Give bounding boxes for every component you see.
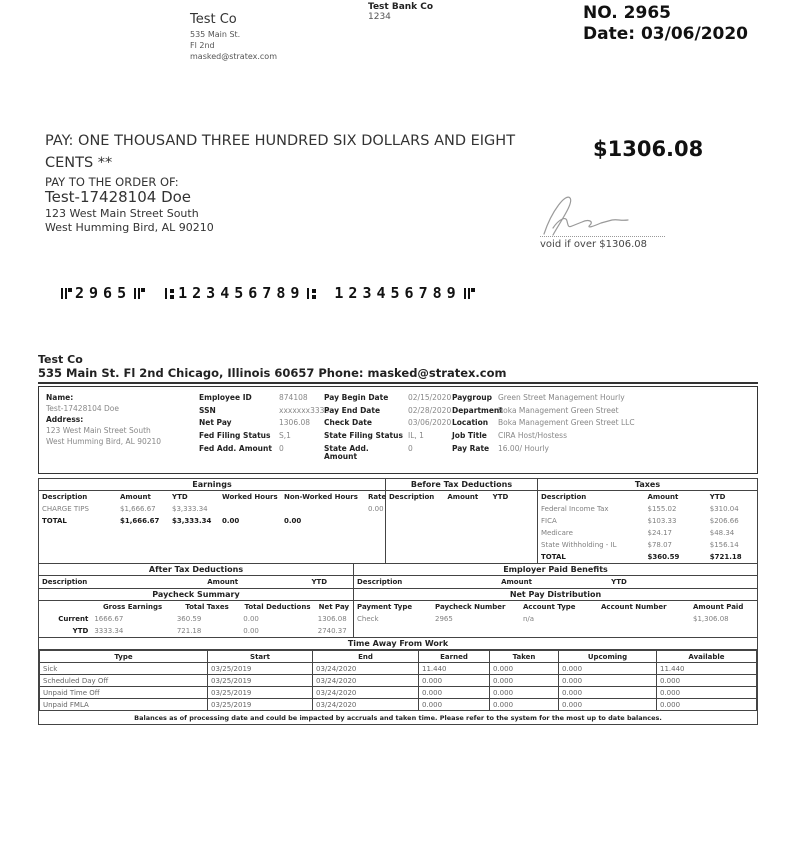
stub-company-address: 535 Main St. Fl 2nd Chicago, Illinois 60657 Phone: masked@stratex.com — [38, 366, 758, 384]
table-cell: 02/28/2020 — [408, 405, 452, 415]
table-cell: 0.000 — [419, 699, 490, 711]
column-header: YTD — [709, 493, 726, 501]
column-header: Upcoming — [559, 651, 657, 663]
time-away-header-row — [40, 651, 757, 663]
table-cell: Location — [452, 418, 489, 428]
table-cell: State Filing Status — [324, 430, 403, 440]
table-cell: 0.00 — [222, 517, 240, 525]
column-header: Payment Type — [357, 603, 413, 611]
table-cell: 0.00 — [284, 517, 302, 525]
micr-transit-icon — [307, 286, 317, 301]
pay-to-order-label: PAY TO THE ORDER OF: — [45, 175, 179, 189]
table-cell: State Add. Amount — [324, 443, 369, 462]
before-tax-title: Before Tax Deductions — [386, 479, 537, 491]
column-header: Taken — [490, 651, 559, 663]
column-header — [654, 576, 757, 588]
payee-address-line2: West Humming Bird, AL 90210 — [45, 220, 214, 234]
table-row — [40, 687, 757, 699]
paycheck-summary-header-row — [39, 601, 353, 613]
paycheck-summary-title: Paycheck Summary — [39, 588, 353, 601]
table-cell: IL, 1 — [408, 430, 424, 440]
company-block — [190, 12, 277, 62]
bank-block — [368, 2, 433, 22]
taxes-header-row — [538, 491, 757, 503]
table-row — [354, 613, 757, 625]
signature-line — [540, 236, 665, 237]
table-cell: Scheduled Day Off — [40, 675, 208, 687]
table-cell: $103.33 — [647, 517, 677, 525]
table-cell: $1,306.08 — [693, 615, 729, 623]
column-header: Description — [541, 493, 587, 501]
table-cell: 0.00 — [368, 505, 384, 513]
employee-address-line2: West Humming Bird, AL 90210 — [46, 436, 162, 446]
bank-number: 1234 — [368, 12, 391, 22]
pay-amount-numeric: $1306.08 — [593, 137, 704, 161]
table-cell: $48.34 — [709, 529, 735, 537]
employee-address-label: Address: — [46, 414, 84, 424]
column-header: Amount — [207, 578, 239, 586]
table-cell — [598, 613, 690, 625]
check-number: NO. 2965 — [583, 3, 671, 23]
table-cell: $206.66 — [709, 517, 739, 525]
employer-benefits-title: Employer Paid Benefits — [354, 564, 757, 576]
column-header: Type — [40, 651, 208, 663]
table-cell: 03/24/2020 — [313, 663, 419, 675]
after-tax-title: After Tax Deductions — [39, 564, 353, 576]
pay-amount-words: PAY: ONE THOUSAND THREE HUNDRED SIX DOLLARS AND EIGHT CENTS ** — [45, 133, 516, 171]
employee-name-address — [39, 387, 197, 473]
time-away-section — [38, 638, 758, 725]
column-header: YTD — [172, 493, 188, 501]
table-cell: Pay Begin Date — [324, 393, 389, 402]
table-cell: State Withholding - IL — [541, 541, 617, 549]
table-cell: 0.000 — [419, 675, 490, 687]
earnings-tax-row — [38, 478, 758, 564]
table-cell: $155.02 — [647, 505, 677, 513]
table-cell: $1,666.67 — [120, 517, 160, 525]
table-cell: 0.000 — [657, 699, 757, 711]
table-cell: 1306.08 — [279, 418, 311, 428]
employee-name-label: Name: — [46, 393, 74, 402]
table-cell: $3,333.34 — [172, 517, 212, 525]
employee-info-grid — [197, 387, 757, 473]
table-cell: Check Date — [324, 418, 372, 428]
earnings-total-row — [39, 515, 385, 527]
earnings-title: Earnings — [39, 479, 385, 491]
table-cell: Job Title — [452, 430, 487, 440]
table-cell: 360.59 — [176, 615, 202, 623]
column-header: Amount — [501, 578, 532, 586]
column-header: Start — [208, 651, 313, 663]
after-tax-summary-column — [39, 564, 353, 637]
company-name: Test Co — [190, 12, 237, 27]
micr-routing-number: 123456789 — [178, 284, 305, 302]
table-cell: Pay End Date — [324, 405, 381, 415]
table-cell: Pay Rate — [452, 443, 490, 453]
table-cell: TOTAL — [541, 553, 566, 561]
summary-row — [38, 564, 758, 638]
table-cell: $721.18 — [709, 553, 742, 561]
column-header: Account Type — [523, 603, 576, 611]
stub-company-name: Test Co — [38, 353, 83, 366]
table-cell: YTD — [72, 627, 89, 635]
column-header: Amount — [120, 493, 151, 501]
column-header: Description — [357, 578, 403, 586]
column-header: Available — [657, 651, 757, 663]
table-cell: Fed Add. Amount — [199, 443, 272, 453]
table-cell: 11.440 — [657, 663, 757, 675]
table-cell — [365, 515, 385, 527]
table-cell: 0.000 — [559, 699, 657, 711]
table-cell: SSN — [199, 405, 216, 415]
table-cell: 0 — [279, 443, 284, 453]
column-header: YTD — [492, 493, 509, 501]
table-row — [40, 675, 757, 687]
table-cell: 03/24/2020 — [313, 687, 419, 699]
micr-onus-icon — [134, 286, 145, 301]
column-header: Rate — [368, 493, 387, 501]
company-address-line1: 535 Main St. — [190, 30, 241, 39]
after-tax-header-row — [39, 576, 353, 588]
table-cell: 0.000 — [559, 675, 657, 687]
table-cell: $3,333.34 — [172, 505, 208, 513]
table-cell: Net Pay — [199, 418, 232, 428]
table-cell: Green Street Management Hourly — [498, 393, 625, 402]
column-header: Non-Worked Hours — [284, 493, 358, 501]
table-row — [40, 699, 757, 711]
table-cell: FICA — [541, 517, 557, 525]
table-cell: Department — [452, 405, 503, 415]
net-pay-distribution-title: Net Pay Distribution — [354, 588, 757, 601]
table-cell: Check — [357, 615, 379, 623]
employer-benefits-header-row — [354, 576, 757, 588]
table-cell: 2965 — [435, 615, 453, 623]
table-cell: TOTAL — [42, 517, 67, 525]
column-header: Description — [42, 493, 88, 501]
column-header: Earned — [419, 651, 490, 663]
column-header: YTD — [311, 578, 328, 586]
benefits-distribution-column — [353, 564, 757, 637]
column-header: Description — [389, 493, 435, 501]
payee-name: Test-17428104 Doe — [45, 188, 192, 206]
table-row — [40, 663, 757, 675]
micr-account-number: 123456789 — [334, 284, 461, 302]
table-cell: 03/25/2019 — [208, 699, 313, 711]
table-cell: 03/25/2019 — [208, 687, 313, 699]
table-row — [39, 625, 353, 637]
time-away-title: Time Away From Work — [39, 638, 757, 650]
column-header: Net Pay — [318, 603, 350, 611]
check-number-block — [583, 3, 748, 46]
table-cell: Unpaid FMLA — [40, 699, 208, 711]
micr-onus-icon — [61, 286, 72, 301]
payee-address-line1: 123 West Main Street South — [45, 207, 199, 220]
table-cell — [219, 503, 281, 515]
table-cell: 0.000 — [490, 675, 559, 687]
table-cell: $310.04 — [709, 505, 739, 513]
earnings-header-row — [39, 491, 385, 503]
table-row — [538, 539, 757, 551]
payee-address — [45, 207, 214, 235]
column-header: Amount — [447, 493, 479, 501]
table-cell: Unpaid Time Off — [40, 687, 208, 699]
table-row — [538, 527, 757, 539]
column-header: Description — [42, 578, 88, 586]
table-row — [39, 613, 353, 625]
column-header: Worked Hours — [222, 493, 278, 501]
column-header: YTD — [611, 578, 627, 586]
table-cell: 03/24/2020 — [313, 675, 419, 687]
employee-info-box — [38, 386, 758, 474]
table-cell: Paygroup — [452, 393, 492, 402]
table-cell: Federal Income Tax — [541, 505, 609, 513]
bank-name: Test Bank Co — [368, 2, 434, 12]
column-header: Amount Paid — [693, 603, 744, 611]
table-cell: $24.17 — [647, 529, 672, 537]
table-cell — [281, 503, 365, 515]
pay-stub — [38, 353, 758, 725]
table-cell: 0.00 — [243, 615, 259, 623]
balances-footnote: Balances as of processing date and could be impacted by accruals and taken time. Please refer to the system for the most up to date balances. — [134, 713, 662, 722]
column-header: Gross Earnings — [102, 603, 163, 611]
company-email: masked@stratex.com — [190, 51, 277, 61]
table-cell: xxxxxxx3333 — [279, 405, 330, 415]
column-header: Account Number — [601, 603, 667, 611]
table-cell: 0 — [408, 443, 413, 453]
table-cell: $360.59 — [647, 553, 680, 561]
table-cell: CIRA Host/Hostess — [498, 430, 567, 440]
company-address-line2: Fl 2nd — [190, 40, 215, 50]
table-cell: 0.00 — [243, 627, 259, 635]
table-cell: 2740.37 — [317, 627, 347, 635]
taxes-total-row — [538, 551, 757, 563]
table-cell: Fed Filing Status — [199, 430, 271, 440]
column-header — [39, 601, 91, 613]
table-cell: CHARGE TIPS — [42, 505, 89, 513]
table-cell: 0.000 — [419, 687, 490, 699]
table-cell: 0.000 — [657, 675, 757, 687]
table-cell: Current — [58, 615, 89, 623]
table-cell: 03/25/2019 — [208, 675, 313, 687]
employee-name: Test-17428104 Doe — [46, 403, 120, 413]
employee-address-line1: 123 West Main Street South — [46, 425, 151, 435]
taxes-panel — [538, 478, 758, 564]
table-cell: S,1 — [279, 430, 291, 440]
void-text: void if over $1306.08 — [540, 239, 648, 250]
micr-line — [58, 284, 478, 302]
table-cell: 03/06/2020 — [408, 418, 452, 428]
net-pay-distribution-header-row — [354, 601, 757, 613]
column-header: Paycheck Number — [435, 603, 506, 611]
table-cell: Boka Management Green Street — [498, 405, 619, 415]
table-cell: 03/24/2020 — [313, 699, 419, 711]
table-cell: 16.00/ Hourly — [498, 443, 549, 453]
table-cell: Sick — [40, 663, 208, 675]
table-cell: 0.000 — [559, 663, 657, 675]
signature-image — [540, 190, 658, 242]
micr-onus-icon — [464, 286, 475, 301]
table-cell: Employee ID — [199, 393, 252, 402]
table-row — [39, 503, 385, 515]
table-cell: 3333.34 — [94, 627, 124, 635]
taxes-title: Taxes — [538, 479, 757, 491]
table-cell: n/a — [523, 615, 535, 623]
table-cell: 03/25/2019 — [208, 663, 313, 675]
table-row — [538, 515, 757, 527]
column-header: Total Taxes — [185, 603, 229, 611]
table-cell: Boka Management Green Street LLC — [498, 418, 635, 428]
table-cell: $1,666.67 — [120, 505, 156, 513]
before-tax-panel — [386, 478, 538, 564]
table-cell: Medicare — [541, 529, 573, 537]
table-cell: 721.18 — [176, 627, 202, 635]
table-cell: $78.07 — [647, 541, 672, 549]
table-cell: 0.000 — [490, 687, 559, 699]
micr-transit-icon — [165, 286, 175, 301]
micr-check-number: 2965 — [75, 284, 132, 302]
check-date: Date: 03/06/2020 — [583, 24, 749, 45]
column-header: End — [313, 651, 419, 663]
table-cell: 02/15/2020 — [408, 393, 452, 402]
table-cell: 1666.67 — [94, 615, 124, 623]
table-cell: 11.440 — [419, 663, 490, 675]
table-row — [538, 503, 757, 515]
table-cell: 1306.08 — [317, 615, 347, 623]
table-cell: 0.000 — [490, 699, 559, 711]
before-tax-header-row — [386, 491, 537, 503]
column-header: Total Deductions — [244, 603, 311, 611]
column-header: Amount — [647, 493, 679, 501]
table-cell: 874108 — [279, 393, 308, 402]
table-cell: 0.000 — [657, 687, 757, 699]
table-cell: $156.14 — [709, 541, 739, 549]
table-cell: 0.000 — [559, 687, 657, 699]
table-cell: 0.000 — [490, 663, 559, 675]
earnings-panel — [38, 478, 386, 564]
